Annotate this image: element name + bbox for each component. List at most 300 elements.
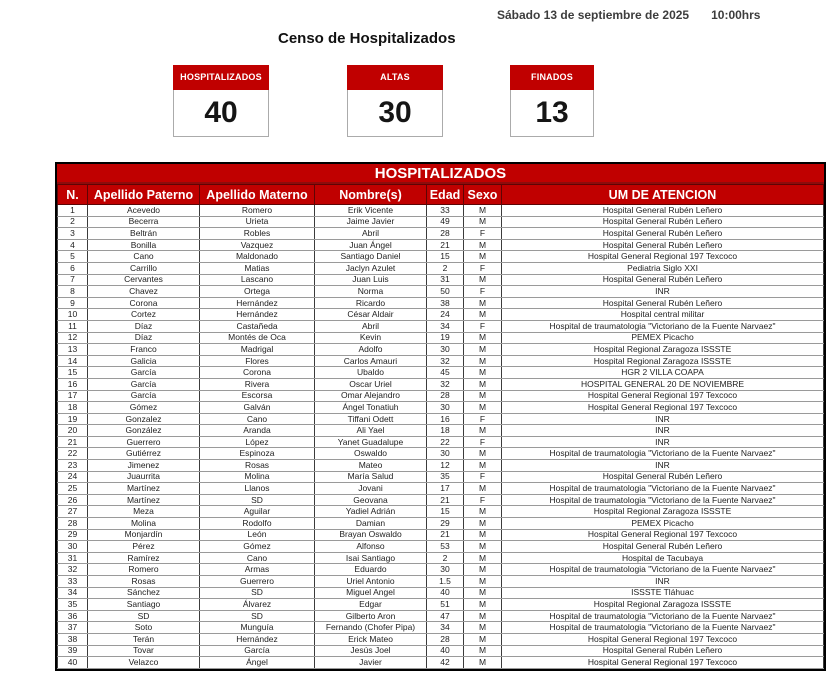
table-body (58, 205, 824, 669)
table-cell: 24 (58, 471, 88, 483)
table-cell: Hospital Regional Zaragoza ISSSTE (502, 344, 824, 356)
table-cell: M (464, 529, 502, 541)
table-cell: 9 (58, 297, 88, 309)
table-cell: M (464, 518, 502, 530)
table-cell: SD (200, 587, 315, 599)
table-cell: 5 (58, 251, 88, 263)
table-row (58, 344, 824, 356)
table-row (58, 251, 824, 263)
table-row (58, 309, 824, 321)
table-cell: Bonilla (88, 239, 200, 251)
table-cell: F (464, 494, 502, 506)
table-cell: SD (200, 494, 315, 506)
table-cell: M (464, 587, 502, 599)
table-cell: Santiago (88, 599, 200, 611)
table-cell: Hernández (200, 297, 315, 309)
table-cell: Romero (88, 564, 200, 576)
table-row (58, 587, 824, 599)
table-row (58, 448, 824, 460)
table-cell: Hospital central militar (502, 309, 824, 321)
table-cell: 30 (58, 541, 88, 553)
table-cell: Lascano (200, 274, 315, 286)
table-cell: M (464, 390, 502, 402)
table-cell: Beltrán (88, 228, 200, 240)
table-cell: Escorsa (200, 390, 315, 402)
table-cell: Ali Yael (315, 425, 427, 437)
table-cell: Gutiérrez (88, 448, 200, 460)
table-cell: 42 (427, 657, 464, 669)
table-cell: Hospital de traumatologia "Victoriano de la Fuente Narvaez" (502, 610, 824, 622)
table-cell: M (464, 599, 502, 611)
table-cell: 35 (427, 471, 464, 483)
table-row (58, 332, 824, 344)
table-cell: 34 (58, 587, 88, 599)
table-cell: M (464, 633, 502, 645)
table-cell: Geovana (315, 494, 427, 506)
table-cell: Corona (200, 367, 315, 379)
table-row (58, 378, 824, 390)
table-cell: 50 (427, 286, 464, 298)
table-cell: M (464, 378, 502, 390)
table-cell: INR (502, 413, 824, 425)
table-cell: León (200, 529, 315, 541)
table-cell: Rodolfo (200, 518, 315, 530)
table-cell: Fernando (Chofer Pipa) (315, 622, 427, 634)
table-cell: Ángel Tonatiuh (315, 402, 427, 414)
summary-box-finados (510, 65, 594, 137)
table-row (58, 541, 824, 553)
table-cell: 30 (427, 402, 464, 414)
table-cell: 2 (427, 552, 464, 564)
table-cell: Miguel Angel (315, 587, 427, 599)
table-row (58, 633, 824, 645)
table-cell: Guerrero (88, 436, 200, 448)
table-cell: INR (502, 460, 824, 472)
table-cell: Eduardo (315, 564, 427, 576)
table-cell: Hospital General Rubén Leñero (502, 541, 824, 553)
table-cell: Ramírez (88, 552, 200, 564)
table-cell: Brayan Oswaldo (315, 529, 427, 541)
table-cell: Ángel (200, 657, 315, 669)
table-cell: Castañeda (200, 320, 315, 332)
table-cell: M (464, 657, 502, 669)
table-row (58, 425, 824, 437)
table-cell: Galván (200, 402, 315, 414)
table-cell: PEMEX Picacho (502, 332, 824, 344)
table-cell: Hospital de traumatologia "Victoriano de la Fuente Narvaez" (502, 564, 824, 576)
table-cell: HGR 2 VILLA COAPA (502, 367, 824, 379)
table-cell: 11 (58, 320, 88, 332)
table-cell: 29 (58, 529, 88, 541)
table-cell: M (464, 344, 502, 356)
table-cell: Abril (315, 320, 427, 332)
table-row (58, 228, 824, 240)
table-cell: Gómez (88, 402, 200, 414)
table-cell: Galicia (88, 355, 200, 367)
table-cell: Juaurrita (88, 471, 200, 483)
table-cell: Robles (200, 228, 315, 240)
table-cell: Oswaldo (315, 448, 427, 460)
table-cell: 39 (58, 645, 88, 657)
table-cell: 28 (427, 390, 464, 402)
table-row (58, 205, 824, 217)
table-cell: 6 (58, 262, 88, 274)
table-cell: Hospital Regional Zaragoza ISSSTE (502, 599, 824, 611)
table-cell: Ortega (200, 286, 315, 298)
table-cell: Isai Santiago (315, 552, 427, 564)
table-cell: Gonzalez (88, 413, 200, 425)
table-cell: Hospital de traumatologia "Victoriano de la Fuente Narvaez" (502, 483, 824, 495)
table-cell: Díaz (88, 332, 200, 344)
table-cell: 28 (427, 633, 464, 645)
table-row (58, 645, 824, 657)
table-cell: Jovani (315, 483, 427, 495)
table-cell: 8 (58, 286, 88, 298)
table-cell: Cano (88, 251, 200, 263)
table-cell: 34 (427, 622, 464, 634)
table-cell: Mateo (315, 460, 427, 472)
table-cell: M (464, 309, 502, 321)
table-cell: Munguía (200, 622, 315, 634)
table-cell: 31 (58, 552, 88, 564)
table-row (58, 320, 824, 332)
table-cell: 1.5 (427, 576, 464, 588)
summary-box-altas-label: ALTAS (347, 65, 443, 90)
table-cell: Hospital General Rubén Leñero (502, 239, 824, 251)
table-cell: 53 (427, 541, 464, 553)
table-cell: Martínez (88, 494, 200, 506)
table-cell: 20 (58, 425, 88, 437)
table-cell: López (200, 436, 315, 448)
table-cell: 17 (427, 483, 464, 495)
table-cell: Hospital General Rubén Leñero (502, 274, 824, 286)
summary-box-altas (347, 65, 443, 137)
table-cell: Omar Alejandro (315, 390, 427, 402)
table-cell: Urieta (200, 216, 315, 228)
table-cell: M (464, 576, 502, 588)
table-cell: 2 (58, 216, 88, 228)
table-cell: Santiago Daniel (315, 251, 427, 263)
table-cell: 25 (58, 483, 88, 495)
table-cell: 21 (427, 494, 464, 506)
table-cell: PEMEX Picacho (502, 518, 824, 530)
table-row (58, 529, 824, 541)
table-cell: M (464, 541, 502, 553)
table-cell: 28 (427, 228, 464, 240)
table-cell: Jaclyn Azulet (315, 262, 427, 274)
table-cell: M (464, 564, 502, 576)
table-cell: 28 (58, 518, 88, 530)
table-cell: Guerrero (200, 576, 315, 588)
table-cell: Hospital de traumatologia "Victoriano de la Fuente Narvaez" (502, 622, 824, 634)
table-cell: Jimenez (88, 460, 200, 472)
table-cell: 34 (427, 320, 464, 332)
table-cell: Álvarez (200, 599, 315, 611)
table-cell: F (464, 471, 502, 483)
summary-box-finados-value: 13 (535, 96, 569, 129)
report-datetime (497, 8, 760, 22)
table-cell: María Salud (315, 471, 427, 483)
table-cell: Hospital de Tacubaya (502, 552, 824, 564)
table-cell: 27 (58, 506, 88, 518)
table-cell: 14 (58, 355, 88, 367)
table-cell: García (88, 378, 200, 390)
table-cell: Rivera (200, 378, 315, 390)
hospitalizados-table (57, 184, 824, 669)
table-cell: Cano (200, 413, 315, 425)
table-cell: M (464, 367, 502, 379)
summary-box-hospitalizados-label: HOSPITALIZADOS (173, 65, 269, 90)
table-cell: F (464, 436, 502, 448)
table-cell: Hospital General Regional 197 Texcoco (502, 633, 824, 645)
table-cell: César Aldair (315, 309, 427, 321)
table-cell: Matias (200, 262, 315, 274)
table-cell: 38 (58, 633, 88, 645)
table-cell: M (464, 610, 502, 622)
table-cell: M (464, 332, 502, 344)
table-cell: Damian (315, 518, 427, 530)
table-cell: 22 (427, 436, 464, 448)
table-cell: González (88, 425, 200, 437)
table-cell: 19 (427, 332, 464, 344)
table-cell: M (464, 205, 502, 217)
table-cell: Yadiel Adrián (315, 506, 427, 518)
table-cell: 33 (427, 205, 464, 217)
table-cell: Yanet Guadalupe (315, 436, 427, 448)
table-cell: 21 (58, 436, 88, 448)
table-cell: 21 (427, 239, 464, 251)
table-cell: 32 (427, 378, 464, 390)
table-cell: 36 (58, 610, 88, 622)
table-cell: Pérez (88, 541, 200, 553)
table-cell: Montés de Oca (200, 332, 315, 344)
table-cell: M (464, 425, 502, 437)
table-row (58, 367, 824, 379)
table-cell: 51 (427, 599, 464, 611)
table-cell: Edgar (315, 599, 427, 611)
table-cell: 3 (58, 228, 88, 240)
table-cell: Rosas (88, 576, 200, 588)
table-cell: 16 (58, 378, 88, 390)
page-title: Censo de Hospitalizados (278, 30, 456, 47)
table-cell: M (464, 274, 502, 286)
table-cell: Pediatria Siglo XXI (502, 262, 824, 274)
column-header: N. (58, 185, 88, 205)
table-cell: Sánchez (88, 587, 200, 599)
table-cell: Meza (88, 506, 200, 518)
table-cell: 1 (58, 205, 88, 217)
table-cell: 16 (427, 413, 464, 425)
table-cell: 24 (427, 309, 464, 321)
column-header: Nombre(s) (315, 185, 427, 205)
table-cell: Norma (315, 286, 427, 298)
table-cell: 12 (58, 332, 88, 344)
table-row (58, 471, 824, 483)
table-cell: Corona (88, 297, 200, 309)
table-cell: 45 (427, 367, 464, 379)
table-cell: INR (502, 436, 824, 448)
report-time: 10:00hrs (711, 8, 761, 22)
table-cell: 38 (427, 297, 464, 309)
table-cell: 13 (58, 344, 88, 356)
column-header: Apellido Paterno (88, 185, 200, 205)
table-cell: Gómez (200, 541, 315, 553)
table-cell: 29 (427, 518, 464, 530)
table-row (58, 216, 824, 228)
table-cell: 35 (58, 599, 88, 611)
hospitalizados-table-section (55, 162, 826, 671)
summary-box-hospitalizados-value: 40 (204, 96, 238, 129)
table-row (58, 576, 824, 588)
table-cell: Hospital Regional Zaragoza ISSSTE (502, 506, 824, 518)
table-row (58, 622, 824, 634)
table-cell: García (88, 367, 200, 379)
table-cell: Chavez (88, 286, 200, 298)
table-row (58, 460, 824, 472)
table-cell: Uriel Antonio (315, 576, 427, 588)
table-cell: M (464, 622, 502, 634)
table-cell: Hernández (200, 309, 315, 321)
table-cell: Hospital General Regional 197 Texcoco (502, 657, 824, 669)
table-title: HOSPITALIZADOS (57, 164, 824, 184)
table-cell: F (464, 262, 502, 274)
summary-box-finados-label: FINADOS (510, 65, 594, 90)
table-row (58, 274, 824, 286)
table-row (58, 610, 824, 622)
table-cell: 21 (427, 529, 464, 541)
column-header: Apellido Materno (200, 185, 315, 205)
table-cell: Carlos Amauri (315, 355, 427, 367)
table-cell: 17 (58, 390, 88, 402)
table-row (58, 483, 824, 495)
table-cell: Hospital de traumatologia "Victoriano de la Fuente Narvaez" (502, 494, 824, 506)
table-cell: M (464, 297, 502, 309)
table-cell: Jesús Joel (315, 645, 427, 657)
table-cell: Ubaldo (315, 367, 427, 379)
column-header: Sexo (464, 185, 502, 205)
table-cell: Hospital General Regional 197 Texcoco (502, 251, 824, 263)
table-cell: INR (502, 286, 824, 298)
table-cell: Hospital General Rubén Leñero (502, 297, 824, 309)
table-row (58, 355, 824, 367)
table-row (58, 402, 824, 414)
table-row (58, 262, 824, 274)
summary-box-hospitalizados (173, 65, 269, 137)
table-cell: F (464, 413, 502, 425)
table-cell: Hospital General Rubén Leñero (502, 205, 824, 217)
table-cell: F (464, 320, 502, 332)
table-cell: F (464, 228, 502, 240)
table-cell: Aranda (200, 425, 315, 437)
table-cell: Armas (200, 564, 315, 576)
table-cell: 40 (427, 645, 464, 657)
table-cell: Hospital General Regional 197 Texcoco (502, 390, 824, 402)
table-cell: García (200, 645, 315, 657)
table-cell: 22 (58, 448, 88, 460)
table-cell: 2 (427, 262, 464, 274)
table-cell: Juan Ángel (315, 239, 427, 251)
table-row (58, 494, 824, 506)
table-header-row (58, 185, 824, 205)
table-cell: Llanos (200, 483, 315, 495)
table-cell: F (464, 286, 502, 298)
table-cell: 31 (427, 274, 464, 286)
table-cell: Hospital General Rubén Leñero (502, 471, 824, 483)
table-cell: García (88, 390, 200, 402)
table-cell: Soto (88, 622, 200, 634)
table-cell: Cervantes (88, 274, 200, 286)
table-row (58, 552, 824, 564)
table-cell: Ricardo (315, 297, 427, 309)
table-cell: M (464, 460, 502, 472)
table-cell: Tiffani Odett (315, 413, 427, 425)
table-cell: Hospital General Rubén Leñero (502, 216, 824, 228)
table-cell: M (464, 448, 502, 460)
table-cell: SD (200, 610, 315, 622)
table-cell: M (464, 645, 502, 657)
table-cell: 7 (58, 274, 88, 286)
table-cell: Terán (88, 633, 200, 645)
table-cell: M (464, 355, 502, 367)
table-cell: Hospital General Rubén Leñero (502, 645, 824, 657)
table-cell: Becerra (88, 216, 200, 228)
table-cell: M (464, 483, 502, 495)
table-cell: Hospital General Regional 197 Texcoco (502, 529, 824, 541)
table-cell: 32 (427, 355, 464, 367)
table-cell: Romero (200, 205, 315, 217)
report-date: Sábado 13 de septiembre de 2025 (497, 8, 690, 22)
table-row (58, 239, 824, 251)
table-cell: 15 (427, 251, 464, 263)
table-cell: Tovar (88, 645, 200, 657)
table-cell: 30 (427, 564, 464, 576)
summary-box-altas-value: 30 (378, 96, 412, 129)
table-cell: 33 (58, 576, 88, 588)
table-cell: Cortez (88, 309, 200, 321)
table-cell: 40 (58, 657, 88, 669)
table-cell: 23 (58, 460, 88, 472)
table-cell: Flores (200, 355, 315, 367)
table-cell: 32 (58, 564, 88, 576)
table-cell: Erik Vicente (315, 205, 427, 217)
table-cell: 30 (427, 448, 464, 460)
table-cell: Gilberto Aron (315, 610, 427, 622)
table-cell: HOSPITAL GENERAL 20 DE NOVIEMBRE (502, 378, 824, 390)
table-cell: Monjardín (88, 529, 200, 541)
table-cell: Rosas (200, 460, 315, 472)
table-cell: Molina (200, 471, 315, 483)
table-cell: Javier (315, 657, 427, 669)
table-cell: 47 (427, 610, 464, 622)
table-cell: Martínez (88, 483, 200, 495)
table-cell: Kevin (315, 332, 427, 344)
table-cell: 18 (427, 425, 464, 437)
table-cell: 4 (58, 239, 88, 251)
table-cell: Franco (88, 344, 200, 356)
table-cell: M (464, 552, 502, 564)
table-cell: Hospital General Rubén Leñero (502, 228, 824, 240)
table-cell: Molina (88, 518, 200, 530)
table-row (58, 657, 824, 669)
table-cell: Vazquez (200, 239, 315, 251)
table-row (58, 518, 824, 530)
table-cell: Erick Mateo (315, 633, 427, 645)
table-cell: 37 (58, 622, 88, 634)
table-cell: M (464, 239, 502, 251)
table-row (58, 297, 824, 309)
table-cell: 15 (427, 506, 464, 518)
table-cell: Juan Luis (315, 274, 427, 286)
